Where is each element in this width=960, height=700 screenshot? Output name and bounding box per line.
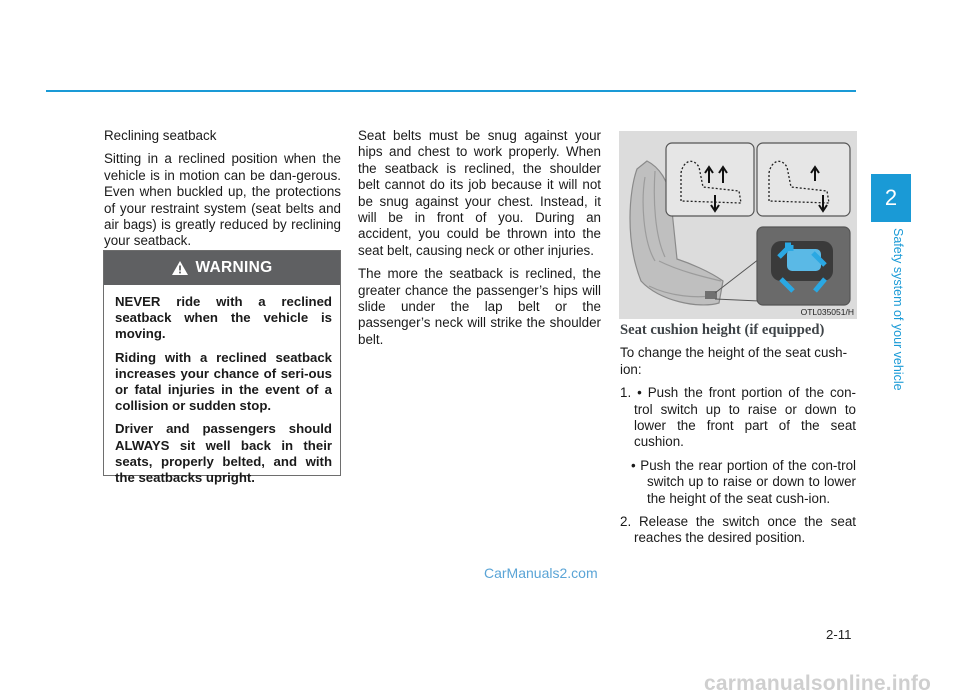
middle-paragraph-1: Seat belts must be snug against your hips and chest to work properly. When the seatback is reclined, the shoulder belt cannot do its job because it will not be snug against your chest. Instead, it will be in front of you. During an accident, you could be thrown into the seat belt, causing neck or other injuries. [358,128,601,258]
watermark-carmanualsonline[interactable]: carmanualsonline.info [704,672,932,695]
seat-illustration [619,131,857,319]
warning-body [104,285,340,486]
section-heading-cushion: Seat cushion height (if equipped) [620,322,825,338]
cushion-intro: To change the height of the seat cush-ion: [620,345,848,377]
warning-text-2: Riding with a reclined seatback increases your chance of seri-ous or fatal injuries in the event of a collision or sudden stop. [115,349,332,414]
left-column [104,128,341,257]
instruction-step-1: 1. • Push the front portion of the con-trol switch up to raise or down to lower the front part of the seat cushion. [620,385,856,450]
section-heading-reclining: Reclining seatback [104,128,217,143]
warning-triangle-icon [171,260,189,276]
warning-title: WARNING [195,259,273,276]
warning-header [104,251,340,285]
right-column [620,322,856,554]
middle-column [358,128,601,355]
warning-box [103,250,341,486]
instruction-step-1b: • Push the rear portion of the con-trol switch up to raise or down to lower the height of the seat cush-ion. [631,457,856,506]
reclining-paragraph: Sitting in a reclined position when the vehicle is in motion can be dan-gerous. Even when buckled up, the protections of your restraint system (seat belts and air bags) is greatly reduced by reclining your seatback. [104,151,341,249]
watermark-carmanuals2[interactable]: CarManuals2.com [484,565,598,581]
chapter-number: 2 [884,185,898,210]
instruction-step-2: 2. Release the switch once the seat reaches the desired position. [620,514,856,546]
chapter-tab [871,174,911,222]
page-number: 2-11 [826,627,852,642]
middle-paragraph-2: The more the seatback is reclined, the greater chance the passenger’s hips will slide under the lap belt or the passenger’s neck will strike the shoulder belt. [358,266,601,347]
chapter-title: Safety system of your vehicle [891,228,905,391]
warning-text-3: Driver and passengers should ALWAYS sit well back in their seats, properly belted, and with the seatbacks upright. [115,421,332,486]
top-divider [46,90,856,92]
chapter-title-vertical [880,228,905,408]
warning-text-1: NEVER ride with a reclined seatback when the vehicle is moving. [115,294,332,342]
seat-diagram [619,131,857,319]
figure-code: OTL035051/H [800,307,854,317]
